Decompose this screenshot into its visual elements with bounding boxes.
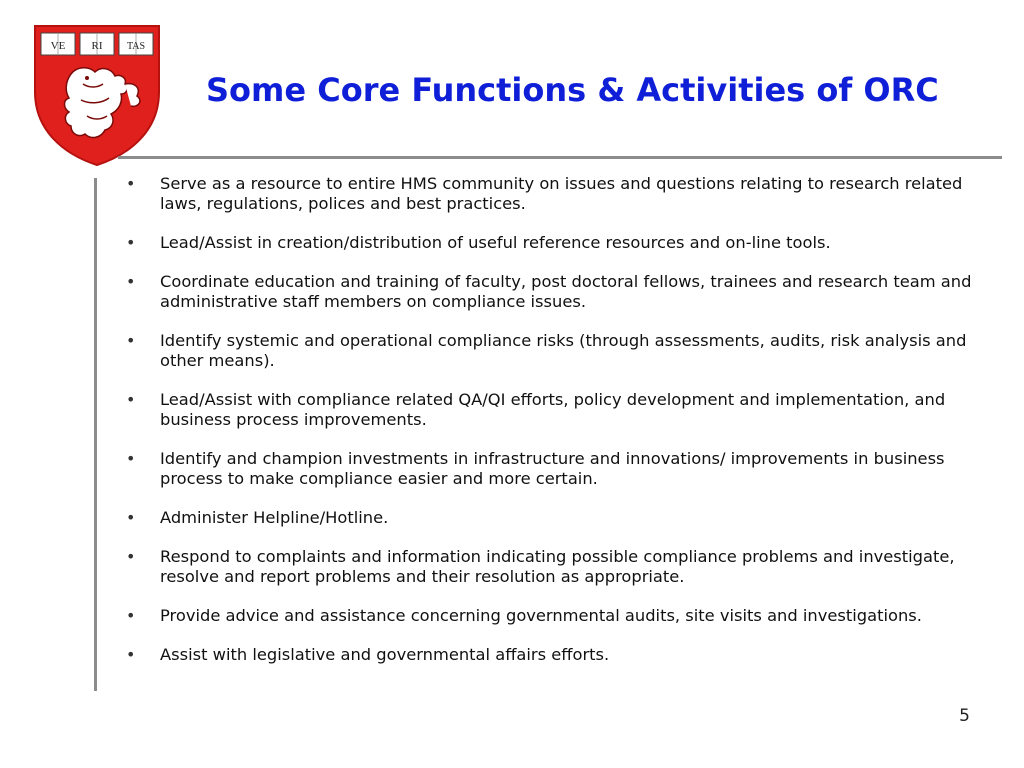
bullet-icon: • <box>126 390 136 409</box>
list-item <box>126 508 1002 528</box>
bullet-icon: • <box>126 174 136 193</box>
bullet-icon: • <box>126 272 136 291</box>
list-item-text: Administer Helpline/Hotline. <box>160 508 389 527</box>
bullet-icon: • <box>126 233 136 252</box>
list-item-text: Identify systemic and operational compliance risks (through assessments, audits, risk analysis and other means). <box>160 331 967 370</box>
list-item <box>126 449 1002 489</box>
list-item <box>126 331 1002 371</box>
bullet-list <box>126 174 1002 684</box>
list-item <box>126 233 1002 253</box>
slide-title: Some Core Functions & Activities of ORC <box>206 71 939 109</box>
horizontal-divider <box>118 156 1002 159</box>
page-number: 5 <box>959 706 970 726</box>
list-item-text: Provide advice and assistance concerning governmental audits, site visits and investigations. <box>160 606 922 625</box>
list-item-text: Assist with legislative and governmental affairs efforts. <box>160 645 610 664</box>
motto-ve: VE <box>50 40 66 52</box>
list-item <box>126 174 1002 214</box>
bullet-icon: • <box>126 331 136 350</box>
list-item-text: Coordinate education and training of faculty, post doctoral fellows, trainees and research team and administrative staff members on compliance issues. <box>160 272 972 311</box>
list-item-text: Lead/Assist with compliance related QA/QI efforts, policy development and implementation, and business process improvements. <box>160 390 946 429</box>
list-item-text: Lead/Assist in creation/distribution of useful reference resources and on-line tools. <box>160 233 831 252</box>
motto-ri: RI <box>91 40 103 52</box>
list-item <box>126 606 1002 626</box>
list-item <box>126 272 1002 312</box>
list-item-text: Respond to complaints and information indicating possible compliance problems and investigate, resolve and report problems and their resolution as appropriate. <box>160 547 955 586</box>
list-item <box>126 390 1002 430</box>
bullet-icon: • <box>126 449 136 468</box>
bullet-icon: • <box>126 606 136 625</box>
vertical-divider <box>94 178 97 691</box>
list-item <box>126 547 1002 587</box>
harvard-veritas-shield-icon <box>31 22 163 168</box>
list-item-text: Serve as a resource to entire HMS community on issues and questions relating to research related laws, regulations, polices and best practices. <box>160 174 963 213</box>
bullet-icon: • <box>126 508 136 527</box>
bullet-icon: • <box>126 645 136 664</box>
list-item <box>126 645 1002 665</box>
bullet-icon: • <box>126 547 136 566</box>
list-item-text: Identify and champion investments in infrastructure and innovations/ improvements in business process to make compliance easier and more certain. <box>160 449 945 488</box>
motto-tas: TAS <box>126 41 146 52</box>
